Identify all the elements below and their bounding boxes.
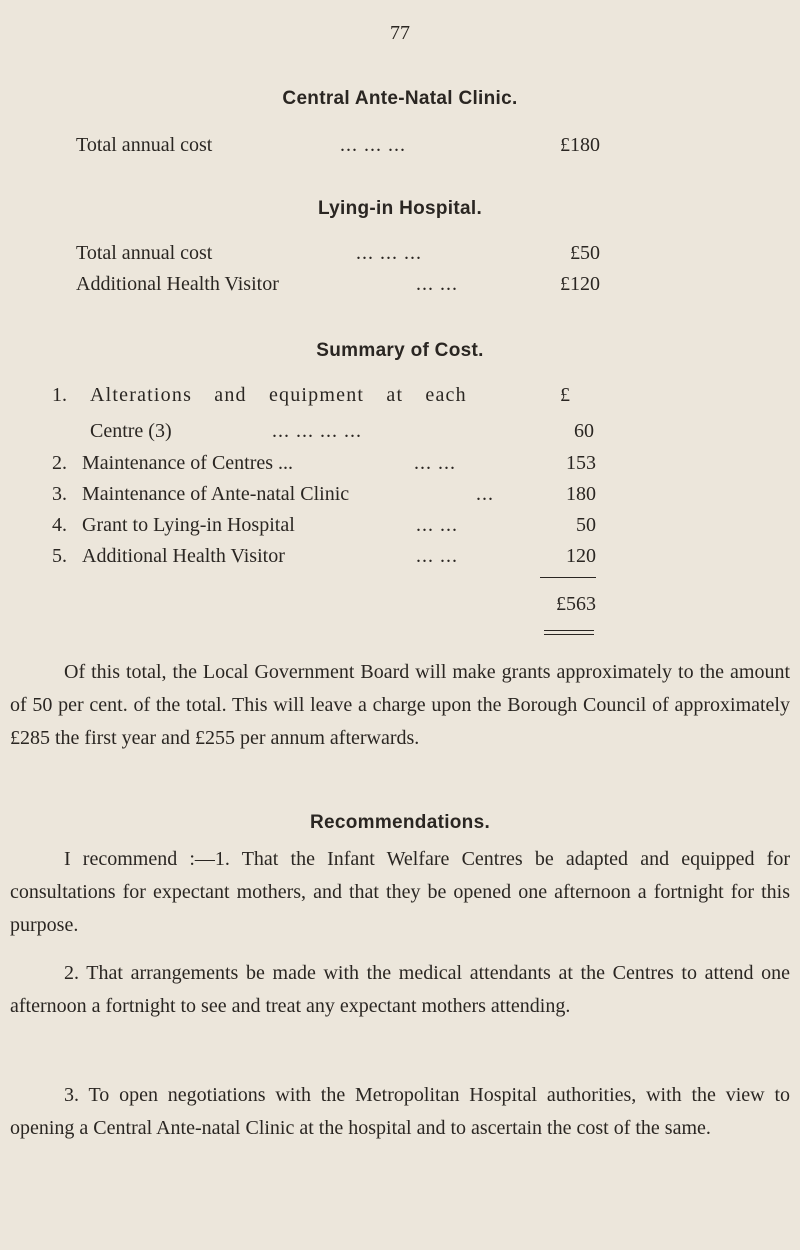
leader-dots: ... ... ... ... (272, 420, 362, 442)
item-number: 1. (52, 384, 67, 406)
item-amount: 60 (574, 420, 594, 442)
lying-in-cost-row (0, 242, 600, 270)
leader-dots: ... ... ... (340, 134, 406, 156)
leader-dots: ... (476, 483, 494, 505)
item-amount: 180 (566, 483, 596, 505)
row-label: Additional Health Visitor (76, 273, 279, 295)
summary-total-row (0, 593, 600, 621)
recommendation-2: 2. That arrangements be made with the medical attendants at the Centres to attend one afternoon a fortnight to see and treat any expectant mothers attending. (10, 962, 790, 1017)
item-label: Additional Health Visitor (82, 545, 285, 567)
summary-row-1 (0, 384, 600, 412)
row-amount: £50 (570, 242, 600, 264)
summary-heading: Summary of Cost. (316, 340, 484, 361)
currency-header: £ (560, 384, 570, 406)
leader-dots: ... ... (414, 452, 456, 474)
item-amount: 120 (566, 545, 596, 567)
item-number: 4. (52, 514, 67, 536)
leader-dots: ... ... ... (356, 242, 422, 264)
leader-dots: ... ... (416, 273, 458, 295)
item-number: 3. (52, 483, 67, 505)
row-label: Total annual cost (76, 242, 213, 264)
item-label: Maintenance of Centres ... (82, 452, 294, 474)
recommendation-3: 3. To open negotiations with the Metropolitan Hospital authorities, with the view to opening a Central Ante-natal Clinic at the hospital and to ascertain the cost of the same. (10, 1084, 790, 1139)
item-number: 5. (52, 545, 67, 567)
summary-row-3 (0, 483, 600, 511)
row-amount: £120 (560, 273, 600, 295)
item-label: Maintenance of Ante-natal Clinic (82, 483, 350, 505)
total-double-rule-bottom (544, 634, 594, 635)
central-clinic-cost-row (0, 134, 600, 162)
grant-paragraph: Of this total, the Local Government Board will make grants approximately to the amount of 50 per cent. of the total. This will leave a charge upon the Borough Council of approximately £285 the first year and £255 per annum afterwards. (10, 661, 790, 749)
summary-row-1-cont (0, 420, 600, 448)
item-amount: 50 (576, 514, 596, 536)
summary-row-4 (0, 514, 600, 542)
item-label: Grant to Lying-in Hospital (82, 514, 295, 536)
item-number: 2. (52, 452, 67, 474)
item-amount: 153 (566, 452, 596, 474)
lying-in-visitor-row (0, 273, 600, 301)
summary-row-5 (0, 545, 600, 573)
leader-dots: ... ... (416, 545, 458, 567)
recommendation-1: I recommend :—1. That the Infant Welfare Centres be adapted and equipped for consultations for expectant mothers, and that they be opened one afternoon a fortnight for this purpose. (10, 848, 790, 936)
row-amount: £180 (560, 134, 600, 156)
item-label: Alterations and equipment at each (90, 384, 467, 406)
lying-in-heading: Lying-in Hospital. (317, 198, 483, 219)
total-double-rule-top (544, 630, 594, 631)
row-label: Total annual cost (76, 134, 213, 156)
summary-row-2 (0, 452, 600, 480)
summary-total: £563 (556, 593, 596, 615)
page-number: 77 (390, 22, 410, 44)
item-label: Centre (3) (90, 420, 172, 442)
sum-rule (540, 577, 596, 578)
central-clinic-heading: Central Ante-Natal Clinic. (282, 88, 518, 109)
recommendations-heading: Recommendations. (309, 812, 491, 833)
leader-dots: ... ... (416, 514, 458, 536)
